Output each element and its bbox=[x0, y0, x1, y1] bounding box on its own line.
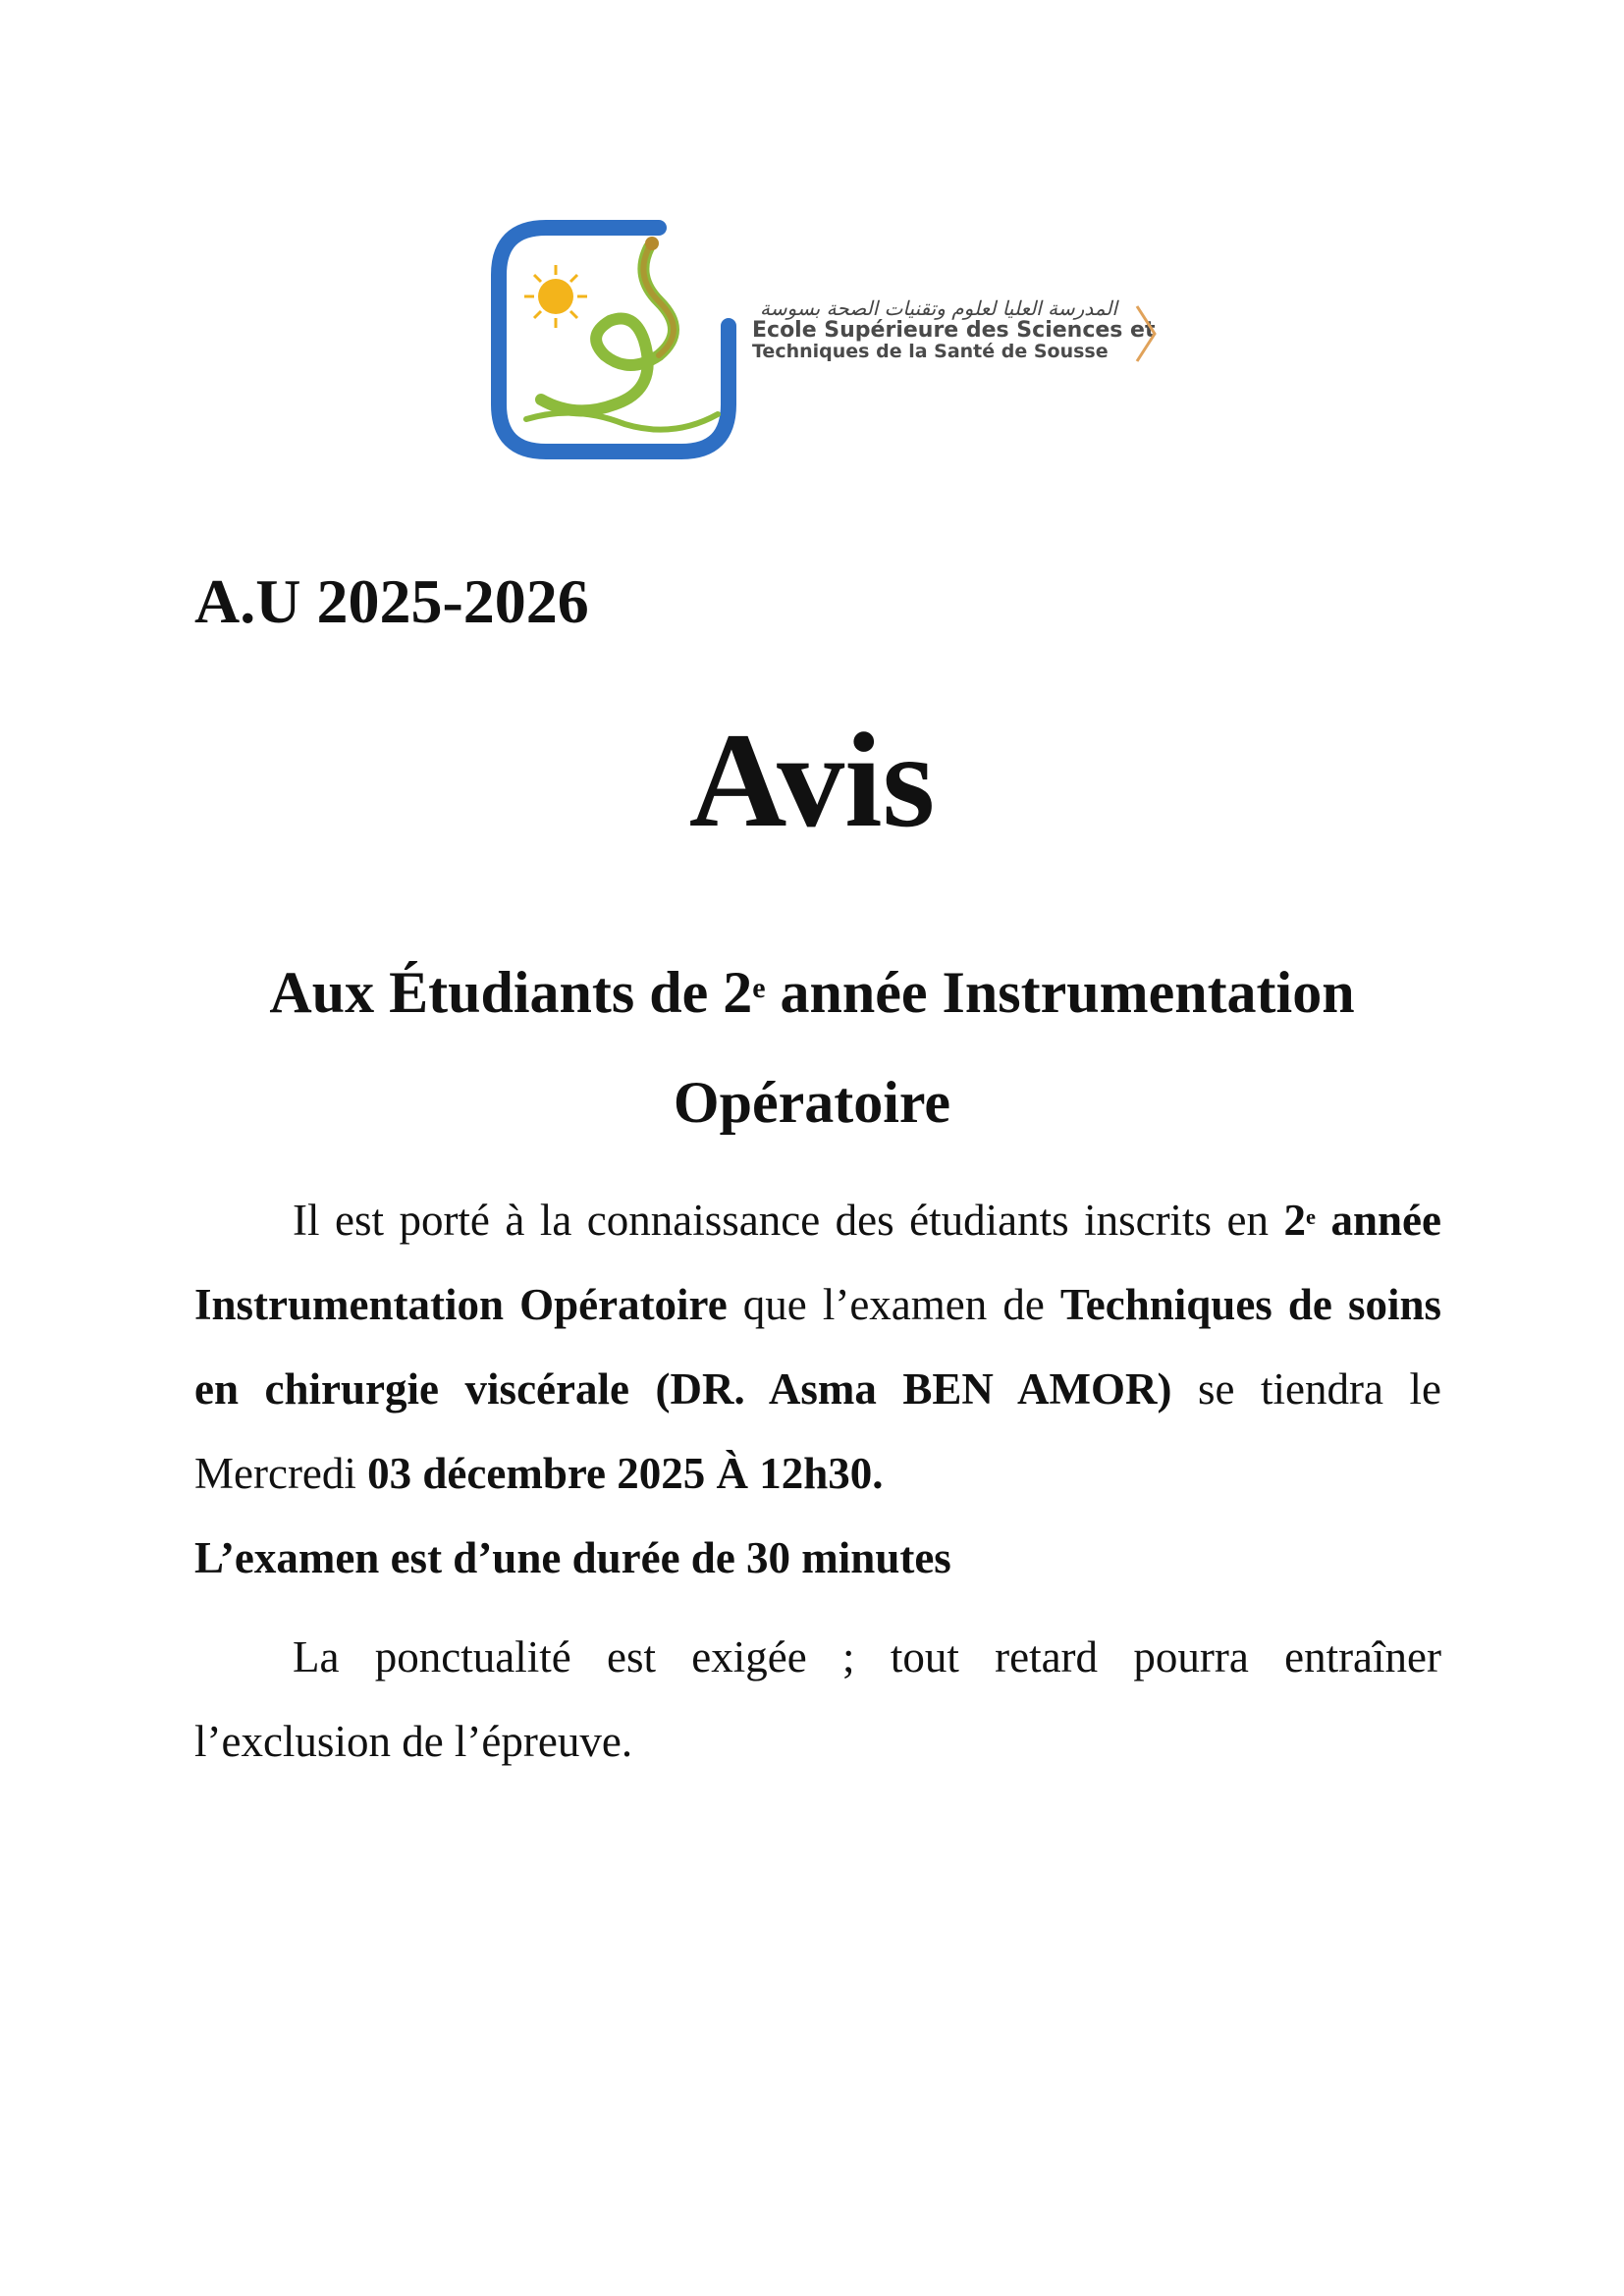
notice-title: Avis bbox=[688, 705, 936, 855]
logo-wordmark bbox=[752, 296, 1156, 362]
p1-program: année Instrumentation Opératoire bbox=[194, 1196, 1441, 1329]
subtitle-text-end: année Instrumentation Opératoire bbox=[673, 960, 1355, 1135]
subtitle-text-start: Aux Étudiants de 2 bbox=[269, 960, 753, 1025]
p2-text: La ponctualité est exigée ; tout retard pourra entraîner l’exclusion de l’épreuve. bbox=[194, 1632, 1441, 1766]
sun-icon bbox=[524, 265, 587, 328]
p1-course-name: Techniques de soins en chirurgie viscérale (DR. Asma BEN AMOR) bbox=[194, 1280, 1442, 1414]
logo-emblem-icon bbox=[487, 218, 742, 463]
notice-subtitle bbox=[147, 937, 1477, 1157]
logo-name-line1: Ecole Supérieure des Sciences et bbox=[752, 318, 1156, 343]
notice-paragraph-1 bbox=[194, 1178, 1441, 1600]
school-logo bbox=[487, 218, 1155, 463]
subtitle-superscript: e bbox=[752, 971, 766, 1004]
p1-exam-date: 03 décembre 2025 À 12h30. bbox=[367, 1449, 884, 1498]
logo-arabic-name: المدرسة العليا لعلوم وتقنيات الصحة بسوسة bbox=[760, 296, 1117, 320]
p1-exam-intro: que l’examen de bbox=[727, 1280, 1060, 1329]
p1-year-superscript: e bbox=[1306, 1203, 1317, 1229]
notice-paragraph-2 bbox=[194, 1615, 1441, 1784]
p1-date-intro: se tiendra le Mercredi bbox=[194, 1364, 1441, 1498]
logo-name-line2: Techniques de la Santé de Sousse bbox=[752, 341, 1109, 362]
chevron-right-icon bbox=[1135, 304, 1159, 363]
academic-year: A.U 2025-2026 bbox=[194, 566, 589, 636]
p1-year-number: 2 bbox=[1283, 1196, 1307, 1245]
p1-intro: Il est porté à la connaissance des étudiants inscrits en bbox=[293, 1196, 1284, 1245]
p1-exam-duration: L’examen est d’une durée de 30 minutes bbox=[194, 1533, 951, 1582]
